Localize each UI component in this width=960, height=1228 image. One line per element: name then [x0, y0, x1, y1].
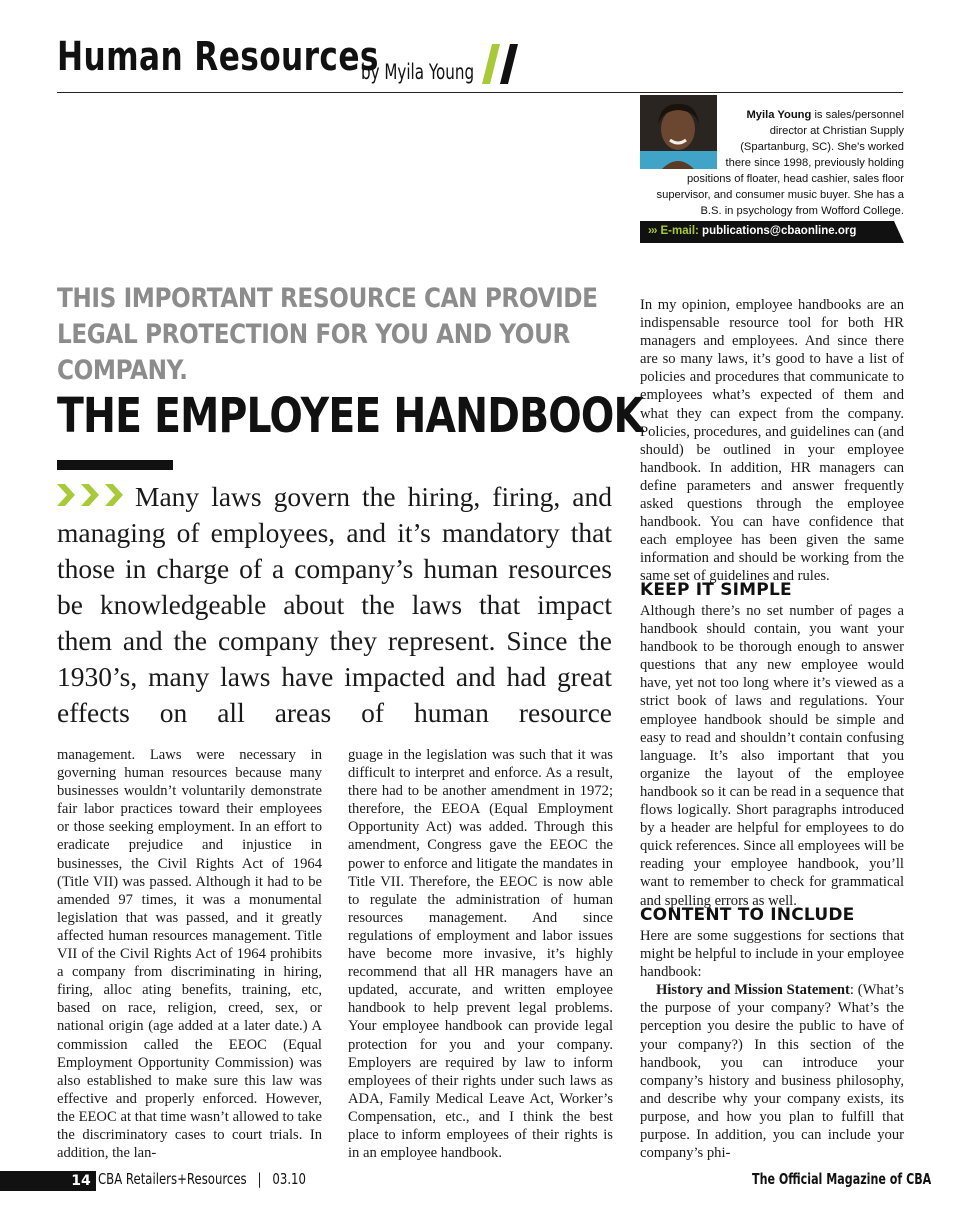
- magazine-name: CBA Retailers+Resources: [98, 1170, 247, 1188]
- subhead-keep-it-simple: KEEP IT SIMPLE: [640, 580, 792, 600]
- email-address[interactable]: publications@cbaonline.org: [702, 225, 857, 237]
- header-rule: [57, 92, 903, 93]
- mission-paragraph: [640, 981, 904, 1162]
- subhead-content-to-include: CONTENT TO INCLUDE: [640, 905, 855, 925]
- article-title: THE EMPLOYEE HANDBOOK: [57, 388, 644, 444]
- byline: by Myila Young: [361, 60, 475, 84]
- title-underline: [57, 460, 173, 470]
- kicker: THIS IMPORTANT RESOURCE CAN PROVIDE LEGAL PROTECTION FOR YOU AND YOUR COMPANY.: [57, 283, 598, 386]
- col3-content-text: Here are some suggestions for sections that might be helpful to include in your employee handbook:: [640, 928, 904, 981]
- email-line: [648, 225, 856, 237]
- footer-tagline: The Official Magazine of CBA: [752, 1170, 932, 1188]
- author-bio: [640, 107, 904, 219]
- lead-paragraph: [57, 479, 612, 731]
- page-number: 14: [71, 1173, 91, 1189]
- body-column-3-simple: [640, 602, 904, 910]
- issue-date: 03.10: [272, 1170, 306, 1188]
- double-slash-icon: [480, 40, 522, 86]
- body-column-3-intro: [640, 296, 904, 586]
- col2-text: guage in the legislation was such that it was difficult to interpret and enforce. As a result, there had to be another amendment in 1972; therefore, the EEOA (Equal Employment Opportunity Act) was added. Through this amendment, Congress gave the EEOC the power to enforce and litigate the mandates in Title VII. Therefore, the EEOC is now able to regulate the administration of human resources management. And since regulations of employment and labor issues have become more invasive, it’s highly recommend that all HR managers have an updated, accurate, and written employee handbook to help prevent legal problems. Your employee handbook can provide legal protection for you and your company. Employers are required by law to inform employees of their rights under such laws as ADA, Family Medical Leave Act, Worker’s Compensation, etc., and I think the best place to inform employees of their rights is in an employee handbook.: [348, 747, 613, 1162]
- body-column-2: [348, 746, 613, 1162]
- author-bio-text: is sales/personnel director at Christian Supply (Spartanburg, SC). She's worked there since 1998, previously holding positions of floater, head cashier, sales floor supervisor, and consumer music buyer. She has a B.S. in psychology from Wofford College.: [656, 109, 904, 217]
- col1-text: management. Laws were necessary in governing human resources because many businesses wouldn’t voluntarily demonstrate fair labor practices toward their employees or those seeking employment. In an effort to eradicate prejudice and injustice in businesses, the Civil Rights Act of 1964 (Title VII) was passed. Although it had to be amended 97 times, it was a monumental legislation that was passed, and it greatly affected human resources management. Title VII of the Civil Rights Act of 1964 prohibits a company from discriminating in hiring, firing, alloc ating benefits, training, etc, based on race, religion, creed, sex, or national origin (age added at a later date.) A commission called the EEOC (Equal Employment Opportunity Commission) was also established to make sure this law was effective and properly enforced. However, the EEOC at that time wasn’t allowed to take the discriminatory cases to court trials. In addition, the lan-: [57, 747, 322, 1162]
- mission-text: : (What’s the purpose of your company? What’s the perception you desire the public to have of your company?) In this section of the handbook, you can introduce your company’s history and business philosophy, and describe why your company exists, its purpose, and how you plan to fulfill that purpose. In addition, you can include your company’s phi-: [640, 982, 904, 1162]
- col3-intro-text: In my opinion, employee handbooks are an indispensable resource tool for both HR managers and employees. And since there are so many laws, it’s good to have a list of policies and procedures that communicate to employees what’s expected of them and what they can expect from the company. Policies, procedures, and guidelines can (and should) be outlined in your employee handbook. In addition, HR managers can define parameters and answer frequently asked questions through the employee handbook. You can have confidence that each employee has been given the same information and should be working from the same set of guidelines and rules.: [640, 297, 904, 585]
- section-title: Human Resources: [57, 34, 379, 80]
- lead-text: Many laws govern the hiring, firing, and managing of employees, and it’s mandatory that those in charge of a company’s human resources be knowledgeable about the laws that impact them and the company they represent. Since the 1930’s, many laws have impacted and had great effects on all areas of human resource: [57, 481, 612, 728]
- triple-chevron-icon: [57, 482, 129, 508]
- body-column-3-content: [640, 927, 904, 1162]
- chevrons-icon: ›››: [648, 225, 657, 237]
- body-column-1: [57, 746, 322, 1162]
- author-name: Myila Young: [746, 109, 812, 121]
- mission-label: History and Mission Statement: [656, 982, 850, 999]
- email-label: E-mail:: [660, 225, 699, 237]
- footer-separator: |: [257, 1170, 262, 1188]
- footer-magazine: [98, 1170, 306, 1188]
- col3-simple-text: Although there’s no set number of pages a handbook should contain, you want your handbook to be thorough enough to answer questions that any new employee would have, yet not too long where it’s viewed as a strict book of laws and regulations. Your employee handbook should be simple and easy to read and shouldn’t contain confusing language. It’s also important that you organize the layout of the employee handbook so it can be read in a sequence that flows logically. Short paragraphs introduced by a header are helpful for employees to do quick references. Since all employees will be reading your employee handbook, you’ll want to remember to check for grammatical and spelling errors as well.: [640, 603, 904, 909]
